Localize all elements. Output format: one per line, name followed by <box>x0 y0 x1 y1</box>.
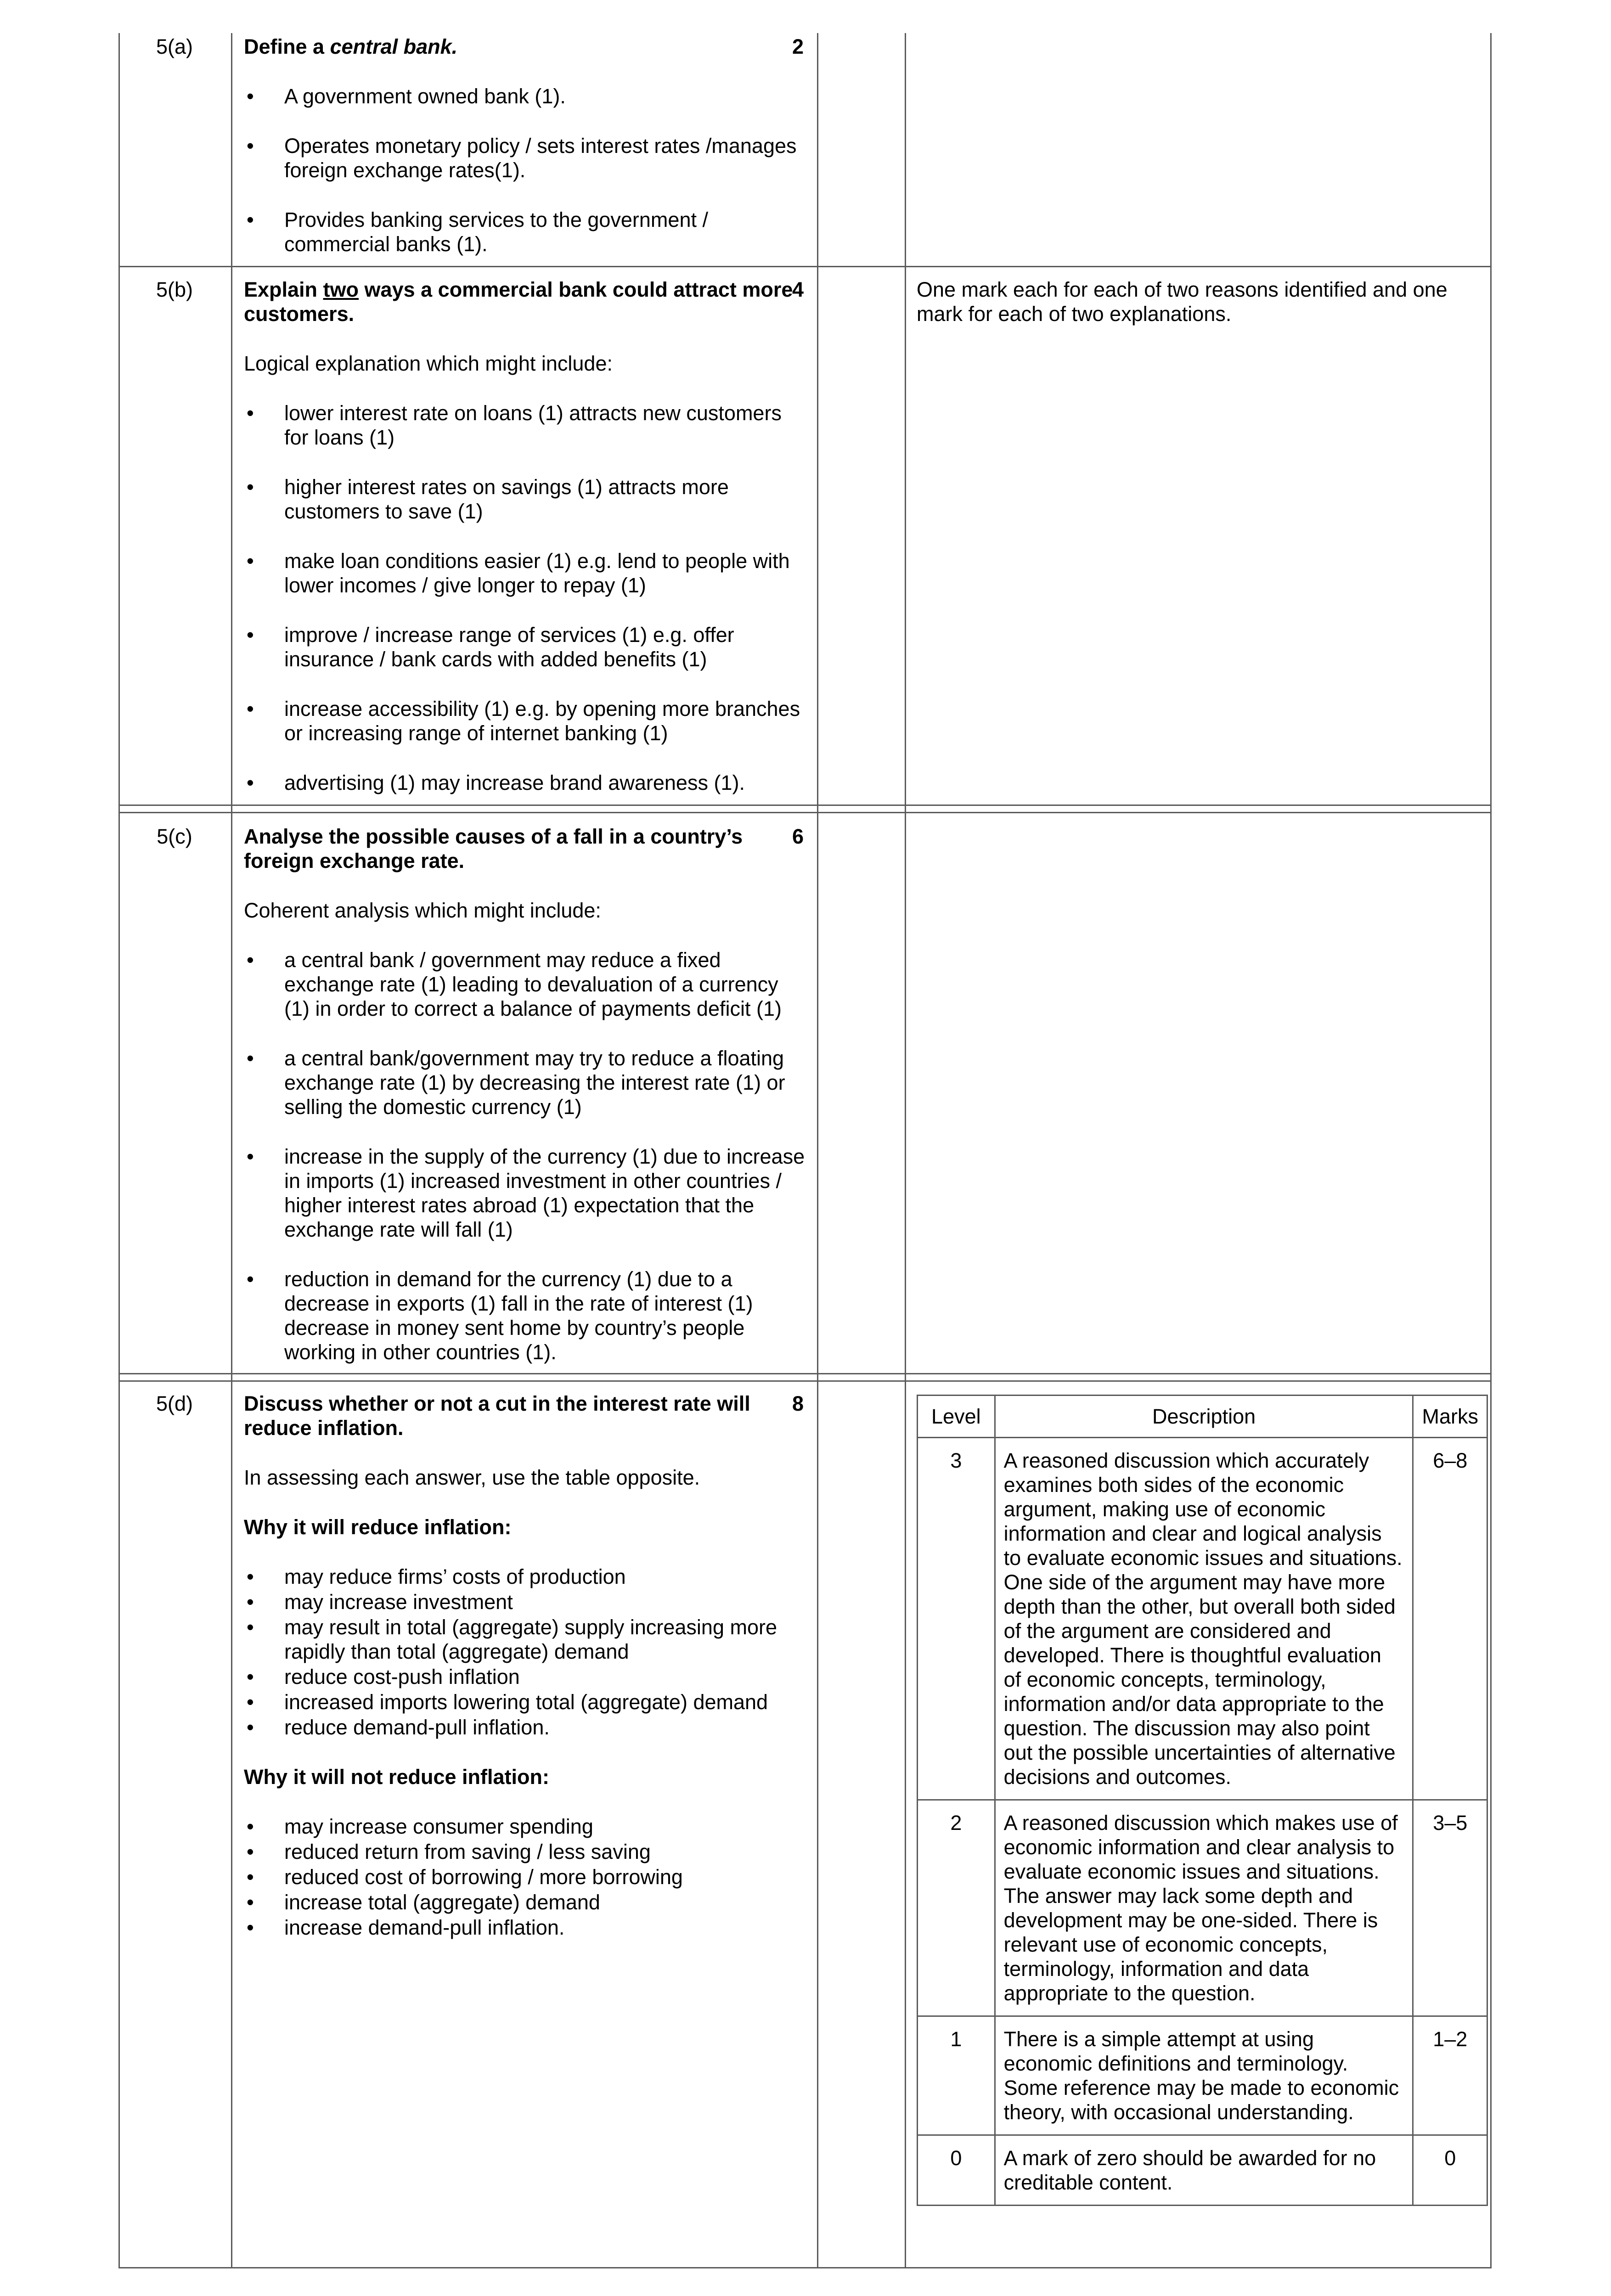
marks-cell: 6–8 <box>1413 1438 1487 1800</box>
marks-value: 8 <box>792 1392 804 1415</box>
list-item: • Provides banking services to the government / commercial banks (1). <box>244 208 809 256</box>
table-row <box>918 1800 1487 2016</box>
question-5b-body <box>244 277 809 820</box>
list-item: • reduction in demand for the currency (1) due to a decrease in exports (1) fall in the rate of interest (1) decrease in money sent home by country’s people working in other countries (1). <box>244 1267 809 1364</box>
table-border-bottom <box>118 2267 1492 2268</box>
description-cell: A reasoned discussion which accurately examines both sides of the economic argument, making use of economic information and clear and logical analysis to evaluate economic issues and situations. One side of the argument may have more depth than the other, but overall both sided of the argument are considered and developed. There is thoughtful evaluation of economic concepts, terminology, information and/or data appropriate to the question. The discussion may also point out the possible uncertainties of alternative decisions and outcomes. <box>995 1438 1413 1800</box>
list-item: • improve / increase range of services (1) e.g. offer insurance / bank cards with added benefits (1) <box>244 623 809 671</box>
title-italic-term: central bank. <box>330 35 458 58</box>
level-cell: 1 <box>918 2016 995 2135</box>
question-title <box>244 277 809 326</box>
answer-points <box>244 401 809 795</box>
title-prefix: Define a <box>244 35 330 58</box>
list-item: • reduced return from saving / less saving <box>244 1840 809 1864</box>
list-item: • reduce cost-push inflation <box>244 1665 809 1689</box>
table-border-right <box>1490 33 1492 2268</box>
table-border-left <box>118 33 120 2268</box>
against-points <box>244 1814 809 1940</box>
list-item: • make loan conditions easier (1) e.g. lend to people with lower incomes / give longer to repay (1) <box>244 549 809 597</box>
question-number: 5(c) <box>157 825 192 848</box>
column-divider-1 <box>231 33 232 2268</box>
marks-cell: 3–5 <box>1413 1800 1487 2016</box>
answer-points <box>244 948 809 1364</box>
answer-points <box>244 84 809 256</box>
level-cell: 2 <box>918 1800 995 2016</box>
list-item: • lower interest rate on loans (1) attracts new customers for loans (1) <box>244 401 809 450</box>
description-cell: There is a simple attempt at using economic definitions and terminology. Some reference may be made to economic theory, with occasional understanding. <box>995 2016 1413 2135</box>
list-item: • may reduce firms’ costs of production <box>244 1564 809 1589</box>
marking-guidance: One mark each for each of two reasons identified and one mark for each of two explanations. <box>917 278 1448 326</box>
level-cell: 3 <box>918 1438 995 1800</box>
list-item: • increase accessibility (1) e.g. by opening more branches or increasing range of internet banking (1) <box>244 697 809 745</box>
title-prefix: Explain <box>244 278 323 301</box>
question-5d-body <box>244 1391 809 1941</box>
list-item: • A government owned bank (1). <box>244 84 809 108</box>
list-item: • increased imports lowering total (aggregate) demand <box>244 1690 809 1714</box>
list-item: • reduce demand-pull inflation. <box>244 1715 809 1739</box>
list-item: • increase in the supply of the currency (1) due to increase in imports (1) increased investment in other countries / higher interest rates abroad (1) expectation that the exchange rate will fall (1) <box>244 1144 809 1242</box>
list-item: • increase demand-pull inflation. <box>244 1915 809 1940</box>
marks-cell: 1–2 <box>1413 2016 1487 2135</box>
question-title: Discuss whether or not a cut in the interest rate will reduce inflation. <box>244 1392 750 1440</box>
question-title <box>244 34 809 59</box>
list-item: • may increase investment <box>244 1590 809 1614</box>
list-item: • increase total (aggregate) demand <box>244 1890 809 1914</box>
marks-value: 4 <box>792 278 804 301</box>
question-5c-body <box>244 824 809 1390</box>
marks-cell: 0 <box>1413 2135 1487 2206</box>
table-row <box>918 1438 1487 1800</box>
column-divider-2 <box>817 33 818 2268</box>
question-number: 5(d) <box>156 1392 193 1415</box>
column-divider-3 <box>905 33 906 2268</box>
for-heading: Why it will reduce inflation: <box>244 1515 512 1539</box>
table-row <box>918 2016 1487 2135</box>
list-item: • reduced cost of borrowing / more borrowing <box>244 1865 809 1889</box>
list-item: • Operates monetary policy / sets interest rates /manages foreign exchange rates(1). <box>244 134 809 182</box>
list-item: • may increase consumer spending <box>244 1814 809 1839</box>
question-number: 5(a) <box>156 35 193 58</box>
list-item: • advertising (1) may increase brand awareness (1). <box>244 771 809 795</box>
title-suffix: ways a commercial bank could attract more customers. <box>244 278 793 326</box>
marks-value: 2 <box>792 35 804 58</box>
title-underlined-word: two <box>323 278 359 301</box>
question-5a-body <box>244 34 809 281</box>
description-cell: A mark of zero should be awarded for no creditable content. <box>995 2135 1413 2206</box>
description-cell: A reasoned discussion which makes use of economic information and clear analysis to evaluate economic issues and situations. The answer may lack some depth and development may be one-sided. There is relevant use of economic concepts, terminology, information and data appropriate to the question. <box>995 1800 1413 2016</box>
answer-intro: Logical explanation which might include: <box>244 352 613 375</box>
table-header-row <box>918 1396 1487 1438</box>
levels-of-response-table <box>917 1395 1488 2206</box>
answer-intro: In assessing each answer, use the table opposite. <box>244 1466 700 1489</box>
question-title: Analyse the possible causes of a fall in a country’s foreign exchange rate. <box>244 825 743 872</box>
list-item: • higher interest rates on savings (1) attracts more customers to save (1) <box>244 475 809 523</box>
for-points <box>244 1564 809 1739</box>
against-heading: Why it will not reduce inflation: <box>244 1765 549 1789</box>
list-item: • a central bank / government may reduce a fixed exchange rate (1) leading to devaluation of a currency (1) in order to correct a balance of payments deficit (1) <box>244 948 809 1021</box>
list-item: • a central bank/government may try to reduce a floating exchange rate (1) by decreasing the interest rate (1) or selling the domestic currency (1) <box>244 1046 809 1119</box>
list-item: • may result in total (aggregate) supply increasing more rapidly than total (aggregate) demand <box>244 1615 809 1664</box>
header-level: Level <box>918 1396 995 1438</box>
question-number: 5(b) <box>156 278 193 301</box>
table-row <box>918 2135 1487 2206</box>
level-cell: 0 <box>918 2135 995 2206</box>
header-description: Description <box>995 1396 1413 1438</box>
answer-intro: Coherent analysis which might include: <box>244 899 601 922</box>
marks-value: 6 <box>792 825 804 848</box>
header-marks: Marks <box>1413 1396 1487 1438</box>
